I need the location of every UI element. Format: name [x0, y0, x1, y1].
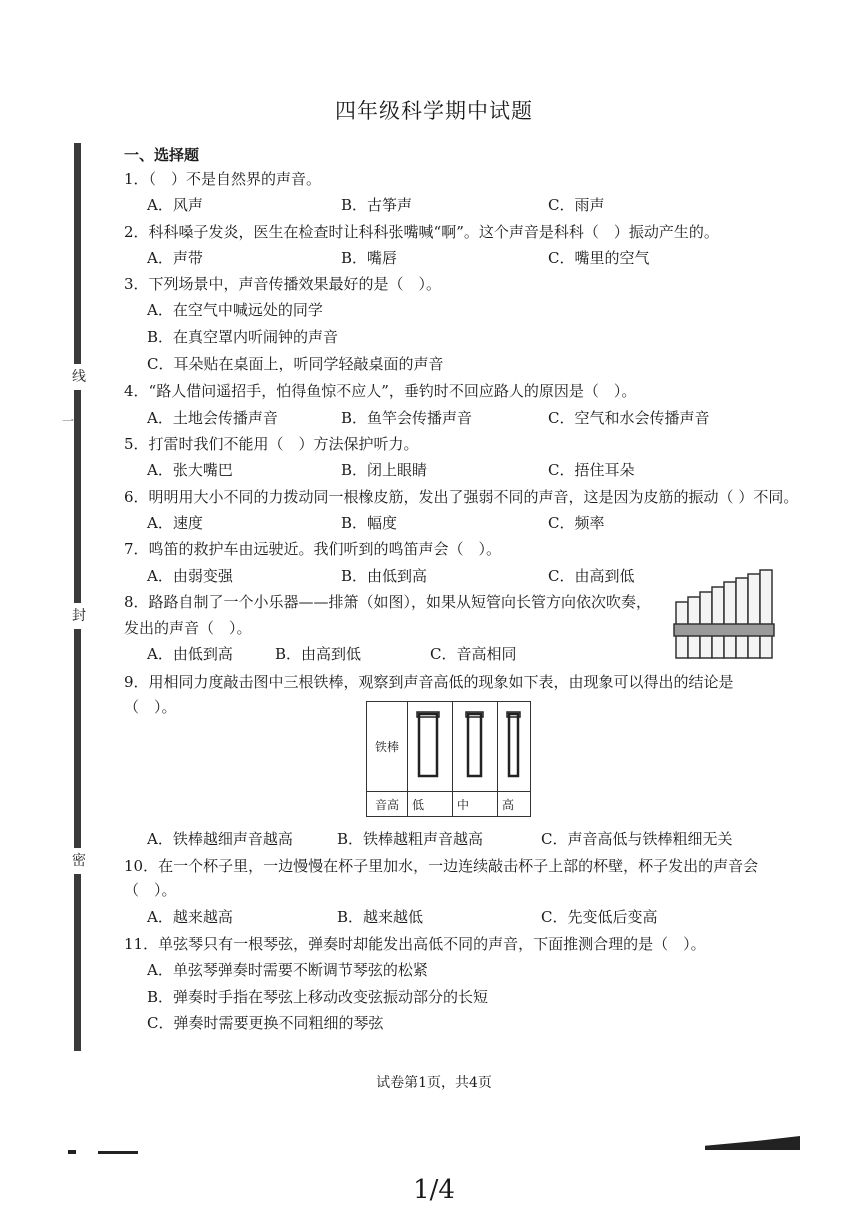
option-b: B．弹奏时手指在琴弦上移动改变弦振动部分的长短	[147, 988, 489, 1006]
option-c: C．由高到低	[548, 567, 635, 585]
option-b: B．铁棒越粗声音越高	[337, 830, 484, 848]
page-footer: 试卷第1页，共4页	[376, 1075, 492, 1091]
option-c: C．耳朵贴在桌面上，听同学轻敲桌面的声音	[147, 355, 444, 373]
option-a: A．由低到高	[147, 645, 233, 663]
option-a: A．单弦琴弹奏时需要不断调节琴弦的松紧	[147, 961, 428, 979]
binding-line	[74, 143, 81, 1051]
iron-bar-medium	[453, 702, 498, 792]
question-stem: 6．明明用大小不同的力拨动同一根橡皮筋，发出了强弱不同的声音，这是因为皮筋的振动（ ）不同。	[124, 488, 799, 506]
question-stem: 11．单弦琴只有一根琴弦，弹奏时却能发出高低不同的声音，下面推测合理的是（ ）。	[124, 935, 706, 953]
scan-smudge-left	[68, 1148, 138, 1155]
question-stem: 3．下列场景中，声音传播效果最好的是（ ）。	[124, 275, 442, 293]
question-stem: 10．在一个杯子里，一边慢慢在杯子里加水，一边连续敲击杯子上部的杯壁，杯子发出的声音会	[124, 857, 759, 875]
option-a: A．在空气中喊远处的同学	[147, 301, 323, 319]
option-c: C．捂住耳朵	[548, 461, 635, 479]
iron-bar-thin	[498, 702, 531, 792]
binding-label-mi: 密	[70, 848, 88, 874]
iron-bar-thick	[408, 702, 453, 792]
option-b: B．幅度	[341, 514, 398, 532]
option-b: B．古筝声	[341, 196, 413, 214]
table-row-label: 铁棒	[367, 702, 408, 792]
page-number: 1/4	[413, 1175, 455, 1205]
question-stem-cont: （ ）。	[124, 698, 177, 716]
question-stem: 8．路路自制了一个小乐器——排箫（如图），如果从短管向长管方向依次吹奏，	[124, 593, 652, 611]
panpipe-figure	[672, 568, 784, 660]
option-b: B．越来越低	[337, 908, 424, 926]
section-heading: 一、选择题	[124, 146, 200, 164]
option-a: A．土地会传播声音	[147, 409, 278, 427]
option-c: C．声音高低与铁棒粗细无关	[541, 830, 733, 848]
option-c: C．嘴里的空气	[548, 249, 650, 267]
option-a: A．由弱变强	[147, 567, 233, 585]
binding-tick: 一	[62, 414, 75, 428]
option-a: A．越来越高	[147, 908, 233, 926]
pitch-cell: 高	[498, 792, 531, 817]
question-stem: 9．用相同力度敲击图中三根铁棒，观察到声音高低的现象如下表，由现象可以得出的结论是	[124, 673, 734, 691]
option-c: C．雨声	[548, 196, 605, 214]
option-a: A．铁棒越细声音越高	[147, 830, 293, 848]
pitch-cell: 中	[453, 792, 498, 817]
table-row-label: 音高	[367, 792, 408, 817]
binding-label-xian: 线	[70, 364, 88, 390]
option-c: C．弹奏时需要更换不同粗细的琴弦	[147, 1014, 384, 1032]
option-a: A．风声	[147, 196, 203, 214]
option-b: B．由高到低	[275, 645, 362, 663]
option-b: B．嘴唇	[341, 249, 398, 267]
question-stem-cont: 发出的声音（ ）。	[124, 619, 252, 637]
option-b: B．闭上眼睛	[341, 461, 428, 479]
option-b: B．由低到高	[341, 567, 428, 585]
iron-bar-table	[366, 701, 531, 817]
binding-label-feng: 封	[70, 603, 88, 629]
option-c: C．空气和水会传播声音	[548, 409, 710, 427]
pitch-cell: 低	[408, 792, 453, 817]
question-stem: 1．（ ）不是自然界的声音。	[124, 170, 322, 188]
scan-smudge-right	[705, 1136, 800, 1150]
option-b: B．在真空罩内听闹钟的声音	[147, 328, 339, 346]
option-c: C．频率	[548, 514, 605, 532]
option-a: A．张大嘴巴	[147, 461, 233, 479]
question-stem-cont: （ ）。	[124, 881, 177, 899]
option-c: C．音高相同	[430, 645, 517, 663]
option-a: A．声带	[147, 249, 203, 267]
option-b: B．鱼竿会传播声音	[341, 409, 473, 427]
option-a: A．速度	[147, 514, 203, 532]
page-title: 四年级科学期中试题	[335, 99, 533, 123]
option-c: C．先变低后变高	[541, 908, 658, 926]
question-stem: 4．“路人借问遥招手，怕得鱼惊不应人”，垂钓时不回应路人的原因是（ ）。	[124, 382, 637, 400]
question-stem: 7．鸣笛的救护车由远驶近。我们听到的鸣笛声会（ ）。	[124, 540, 502, 558]
question-stem: 2．科科嗓子发炎，医生在检查时让科科张嘴喊“啊”。这个声音是科科（ ）振动产生的。	[124, 223, 719, 241]
question-stem: 5．打雷时我们不能用（ ）方法保护听力。	[124, 435, 419, 453]
